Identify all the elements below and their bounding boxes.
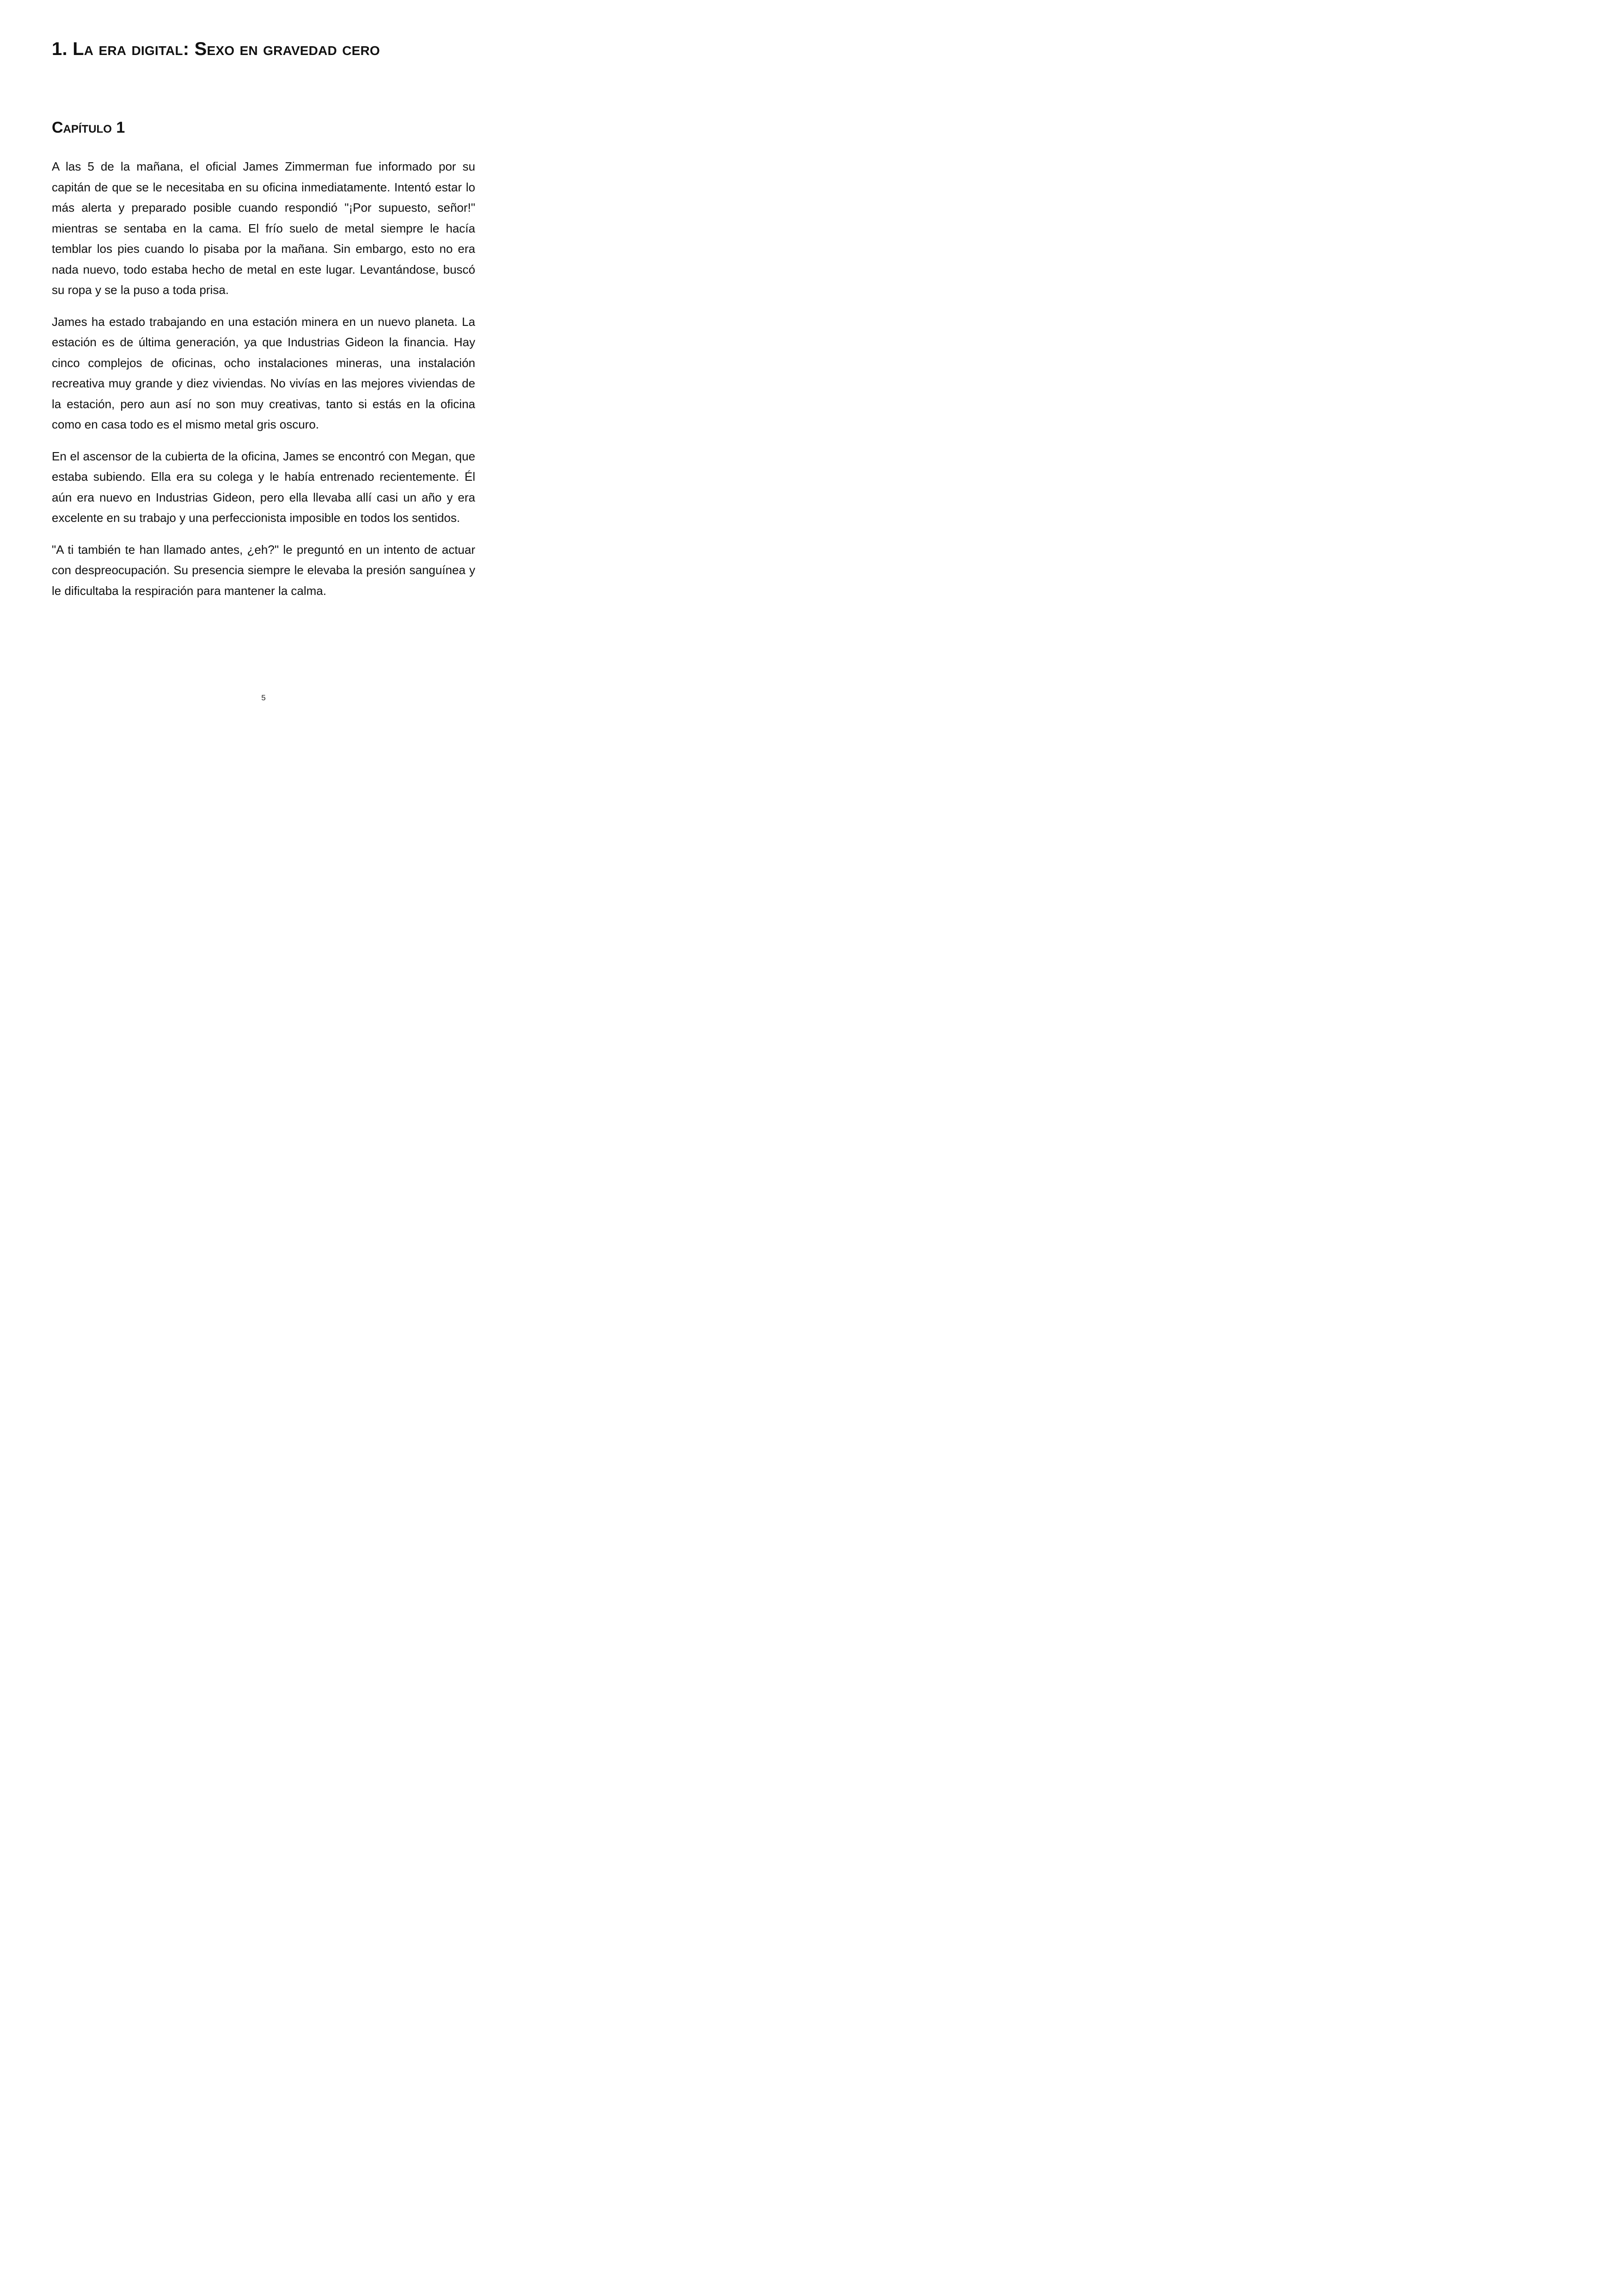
book-title: 1. La era digital: Sexo en gravedad cero	[52, 39, 380, 59]
paragraph-1: A las 5 de la mañana, el oficial James Zimmerman fue informado por su capitán de que se le necesitaba en su oficina inmediatamente. Intentó estar lo más alerta y preparado posible cuando respondió "¡Por supuesto, señor!" mientras se sentaba en la cama. El frío suelo de metal siempre le hacía temblar los pies cuando lo pisaba por la mañana. Sin embargo, esto no era nada nuevo, todo estaba hecho de metal en este lugar. Levantándose, buscó su ropa y se la puso a toda prisa.	[52, 159, 475, 297]
paragraph-4: "A ti también te han llamado antes, ¿eh?" le preguntó en un intento de actuar con despreocupación. Su presencia siempre le elevaba la presión sanguínea y le dificultaba la respiración para mantener la calma.	[52, 542, 475, 598]
body-text	[52, 156, 475, 612]
chapter-title: Capítulo 1	[52, 119, 125, 136]
paragraph-2: James ha estado trabajando en una estación minera en un nuevo planeta. La estación es de última generación, ya que Industrias Gideon la financia. Hay cinco complejos de oficinas, ocho instalaciones mineras, una instalación recreativa muy grande y diez viviendas. No vivías en las mejores viviendas de la estación, pero aun así no son muy creativas, tanto si estás en la oficina como en casa todo es el mismo metal gris oscuro.	[52, 314, 475, 431]
document-page	[0, 0, 509, 721]
page-number: 5	[261, 693, 266, 702]
paragraph-3: En el ascensor de la cubierta de la oficina, James se encontró con Megan, que estaba subiendo. Ella era su colega y le había entrenado recientemente. Él aún era nuevo en Industrias Gideon, pero ella llevaba allí casi un año y era excelente en su trabajo y una perfeccionista imposible en todos los sentidos.	[52, 449, 475, 525]
